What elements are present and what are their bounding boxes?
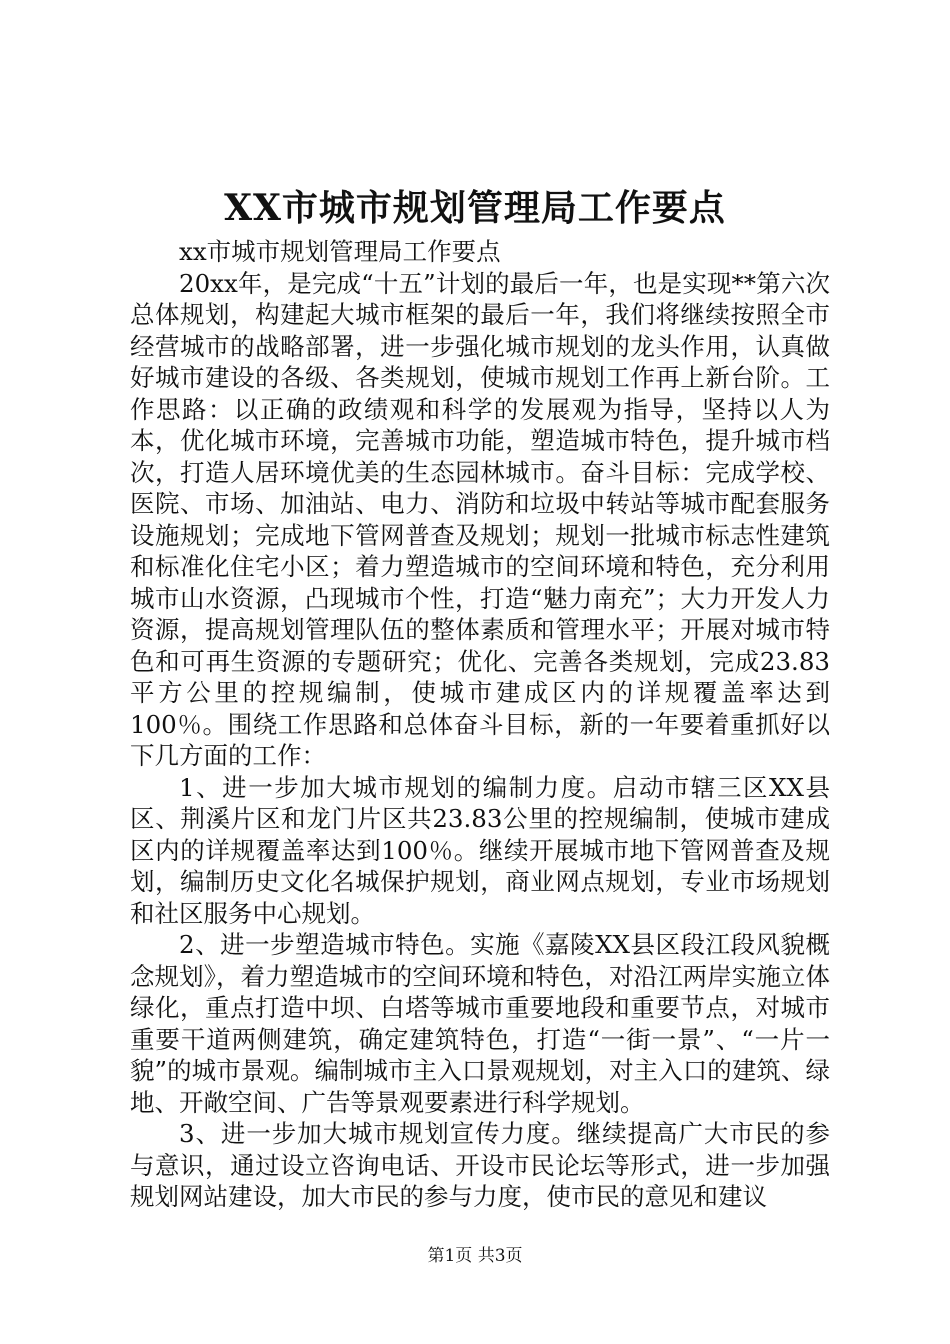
document-title: XX市城市规划管理局工作要点 — [224, 187, 726, 229]
body-paragraph: xx市城市规划管理局工作要点 — [179, 237, 501, 266]
body-paragraph: 20xx年，是完成“十五”计划的最后一年，也是实现**第六次总体规划，构建起大城市框架的最后一年，我们将继续按照全市经营城市的战略部署，进一步强化城市规划的龙头作用，认真做好城市建设的各级、各类规划，使城市规划工作再上新台阶。工作思路：以正确的政绩观和科学的发展观为指导，坚持以人为本，优化城市环境，完善城市功能，塑造城市特色，提升城市档次，打造人居环境优美的生态园林城市。奋斗目标：完成学校、医院、市场、加油站、电力、消防和垃圾中转站等城市配套服务设施规划；完成地下管网普查及规划；规划一批城市标志性建筑和标准化住宅小区；着力塑造城市的空间环境和特色，充分利用城市山水资源，凸现城市个性，打造“魅力南充”；大力开发人力资源，提高规划管理队伍的整体素质和管理水平；开展对城市特色和可再生资源的专题研究；优化、完善各类规划，完成23.83平方公里的控规编制，使城市建成区内的详规覆盖率达到100％。围绕工作思路和总体奋斗目标，新的一年要着重抓好以下几方面的工作： — [130, 268, 830, 770]
page-footer: 第1页 共3页 — [427, 1246, 523, 1266]
body-paragraph: 1、进一步加大城市规划的编制力度。启动市辖三区XX县区、荆溪片区和龙门片区共23.83公里的控规编制，使城市建成区内的详规覆盖率达到100％。继续开展城市地下管网普查及规划，编制历史文化名城保护规划，商业网点规划，专业市场规划和社区服务中心规划。 — [130, 772, 830, 928]
document-body — [130, 236, 830, 1213]
body-paragraph: 3、进一步加大城市规划宣传力度。继续提高广大市民的参与意识，通过设立咨询电话、开设市民论坛等形式，进一步加强规划网站建设，加大市民的参与力度，使市民的意见和建议 — [130, 1119, 830, 1211]
body-paragraph: 2、进一步塑造城市特色。实施《嘉陵XX县区段江段风貌概念规划》，着力塑造城市的空间环境和特色，对沿江两岸实施立体绿化，重点打造中坝、白塔等城市重要地段和重要节点，对城市重要干道两侧建筑，确定建筑特色，打造“一街一景”、“一片一貌”的城市景观。编制城市主入口景观规划，对主入口的建筑、绿地、开敞空间、广告等景观要素进行科学规划。 — [130, 930, 830, 1117]
